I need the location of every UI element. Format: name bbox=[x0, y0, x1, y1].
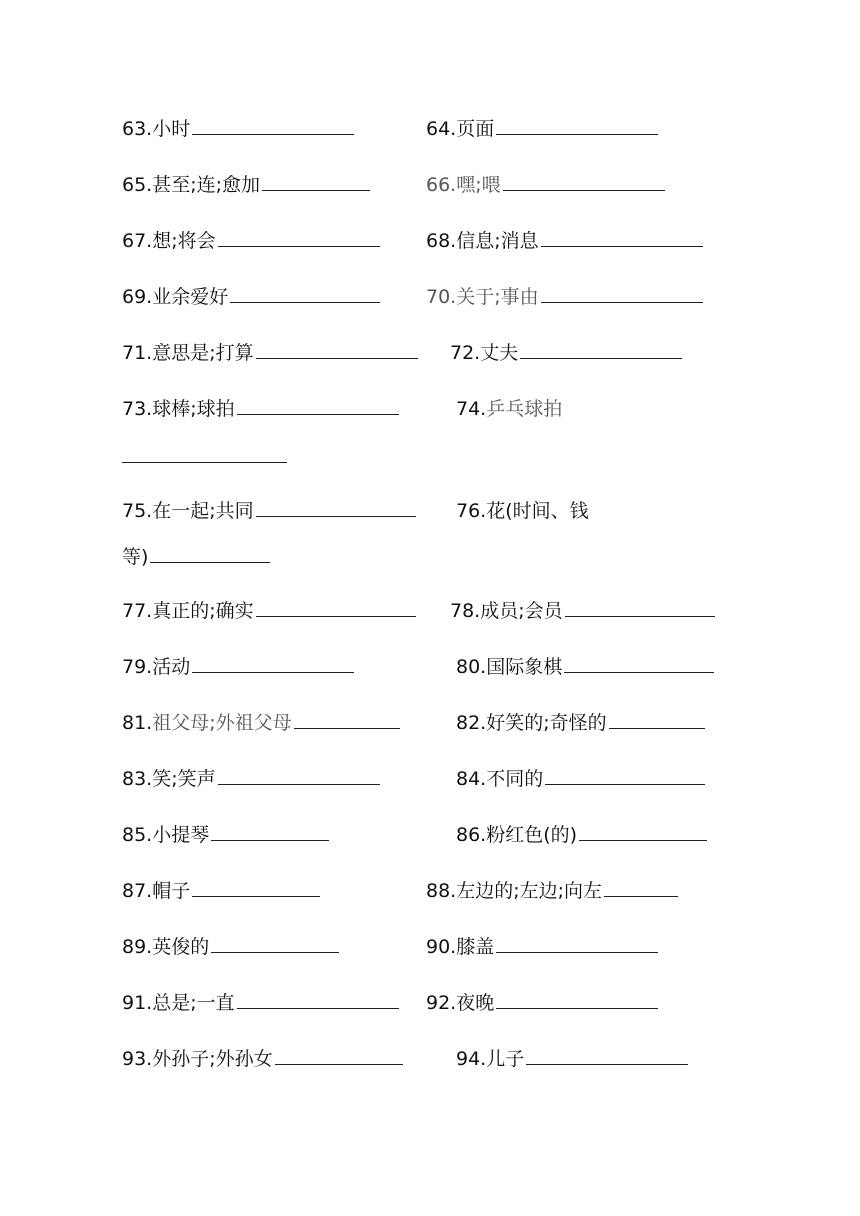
vocab-item-74 bbox=[456, 396, 562, 422]
item-number: 65. bbox=[122, 174, 153, 196]
answer-blank[interactable] bbox=[275, 1063, 403, 1065]
item-text: 粉红色(的) bbox=[486, 824, 578, 846]
vocab-item-72 bbox=[450, 340, 682, 366]
vocab-item-76-cont bbox=[122, 544, 270, 570]
item-text: 外孙子;外孙女 bbox=[152, 1048, 273, 1070]
item-number: 81. bbox=[122, 712, 153, 734]
item-number: 76. bbox=[456, 500, 487, 522]
item-number: 80. bbox=[456, 656, 487, 678]
item-number: 74. bbox=[456, 398, 487, 420]
answer-blank[interactable] bbox=[218, 245, 380, 247]
item-text: 好笑的;奇怪的 bbox=[486, 712, 607, 734]
item-text: 小时 bbox=[152, 118, 191, 140]
item-number: 68. bbox=[426, 230, 457, 252]
vocab-item-86 bbox=[456, 822, 707, 848]
item-number: 66. bbox=[426, 174, 457, 196]
answer-blank[interactable] bbox=[609, 727, 705, 729]
item-number: 64. bbox=[426, 118, 457, 140]
item-text: 小提琴 bbox=[152, 824, 210, 846]
item-number: 87. bbox=[122, 880, 153, 902]
answer-blank[interactable] bbox=[256, 515, 416, 517]
item-text: 祖父母;外祖父母 bbox=[152, 712, 292, 734]
answer-blank[interactable] bbox=[496, 133, 658, 135]
vocab-item-75 bbox=[122, 498, 416, 524]
answer-blank[interactable] bbox=[192, 895, 320, 897]
item-number: 69. bbox=[122, 286, 153, 308]
item-text: 国际象棋 bbox=[486, 656, 563, 678]
answer-blank[interactable] bbox=[526, 1063, 688, 1065]
item-text: 关于;事由 bbox=[456, 286, 539, 308]
item-text: 成员;会员 bbox=[480, 600, 563, 622]
item-number: 84. bbox=[456, 768, 487, 790]
item-text: 球棒;球拍 bbox=[152, 398, 235, 420]
vocab-item-73 bbox=[122, 396, 399, 422]
item-number: 70. bbox=[426, 286, 457, 308]
item-text: 业余爱好 bbox=[152, 286, 229, 308]
answer-blank[interactable] bbox=[192, 671, 354, 673]
vocab-item-70 bbox=[426, 284, 703, 310]
vocab-item-87 bbox=[122, 878, 320, 904]
answer-blank[interactable] bbox=[496, 1007, 658, 1009]
item-number: 86. bbox=[456, 824, 487, 846]
vocab-item-69 bbox=[122, 284, 380, 310]
item-number: 78. bbox=[450, 600, 481, 622]
vocab-item-68 bbox=[426, 228, 703, 254]
item-text: 儿子 bbox=[486, 1048, 525, 1070]
item-number: 93. bbox=[122, 1048, 153, 1070]
vocab-item-88 bbox=[426, 878, 678, 904]
item-text: 左边的;左边;向左 bbox=[456, 880, 603, 902]
item-number: 85. bbox=[122, 824, 153, 846]
vocab-item-67 bbox=[122, 228, 380, 254]
answer-blank[interactable] bbox=[541, 245, 703, 247]
answer-blank[interactable] bbox=[237, 413, 399, 415]
answer-blank[interactable] bbox=[565, 615, 715, 617]
answer-blank[interactable] bbox=[579, 839, 707, 841]
item-text: 夜晚 bbox=[456, 992, 495, 1014]
item-number: 67. bbox=[122, 230, 153, 252]
item-text: 甚至;连;愈加 bbox=[152, 174, 261, 196]
answer-blank[interactable] bbox=[262, 189, 370, 191]
item-text: 不同的 bbox=[486, 768, 544, 790]
answer-blank[interactable] bbox=[604, 895, 678, 897]
item-text: 乒乓球拍 bbox=[486, 398, 563, 420]
answer-blank[interactable] bbox=[256, 357, 418, 359]
item-number: 94. bbox=[456, 1048, 487, 1070]
vocab-item-79 bbox=[122, 654, 354, 680]
answer-blank[interactable] bbox=[503, 189, 665, 191]
item-number: 91. bbox=[122, 992, 153, 1014]
answer-blank[interactable] bbox=[541, 301, 703, 303]
answer-blank[interactable] bbox=[256, 615, 416, 617]
vocab-item-66 bbox=[426, 172, 665, 198]
item-text-cont: 等) bbox=[122, 546, 149, 568]
item-number: 75. bbox=[122, 500, 153, 522]
answer-blank[interactable] bbox=[218, 783, 380, 785]
vocab-item-82 bbox=[456, 710, 705, 736]
vocab-item-64 bbox=[426, 116, 658, 142]
vocab-item-76 bbox=[456, 498, 589, 524]
item-number: 73. bbox=[122, 398, 153, 420]
item-number: 72. bbox=[450, 342, 481, 364]
vocab-item-71 bbox=[122, 340, 418, 366]
answer-blank-74[interactable] bbox=[122, 462, 287, 463]
vocab-item-93 bbox=[122, 1046, 403, 1072]
item-number: 88. bbox=[426, 880, 457, 902]
item-text: 英俊的 bbox=[152, 936, 210, 958]
item-text: 信息;消息 bbox=[456, 230, 539, 252]
answer-blank[interactable] bbox=[496, 951, 658, 953]
answer-blank[interactable] bbox=[211, 951, 339, 953]
vocab-item-92 bbox=[426, 990, 658, 1016]
item-number: 77. bbox=[122, 600, 153, 622]
item-number: 92. bbox=[426, 992, 457, 1014]
item-text: 页面 bbox=[456, 118, 495, 140]
vocab-item-80 bbox=[456, 654, 714, 680]
item-number: 90. bbox=[426, 936, 457, 958]
vocab-item-94 bbox=[456, 1046, 688, 1072]
item-number: 89. bbox=[122, 936, 153, 958]
item-number: 83. bbox=[122, 768, 153, 790]
item-number: 82. bbox=[456, 712, 487, 734]
item-text: 花(时间、钱 bbox=[486, 500, 589, 522]
item-text: 帽子 bbox=[152, 880, 191, 902]
answer-blank[interactable] bbox=[211, 839, 329, 841]
item-text: 总是;一直 bbox=[152, 992, 235, 1014]
item-text: 在一起;共同 bbox=[152, 500, 254, 522]
answer-blank[interactable] bbox=[237, 1007, 399, 1009]
item-text: 笑;笑声 bbox=[152, 768, 216, 790]
item-text: 膝盖 bbox=[456, 936, 495, 958]
vocab-item-90 bbox=[426, 934, 658, 960]
vocab-item-65 bbox=[122, 172, 370, 198]
item-text: 嘿;喂 bbox=[456, 174, 501, 196]
item-text: 意思是;打算 bbox=[152, 342, 254, 364]
answer-blank[interactable] bbox=[150, 561, 270, 563]
vocab-item-78 bbox=[450, 598, 715, 624]
vocab-item-84 bbox=[456, 766, 705, 792]
item-number: 79. bbox=[122, 656, 153, 678]
vocab-item-83 bbox=[122, 766, 380, 792]
item-number: 63. bbox=[122, 118, 153, 140]
vocab-item-77 bbox=[122, 598, 416, 624]
vocab-item-89 bbox=[122, 934, 339, 960]
answer-blank[interactable] bbox=[520, 357, 682, 359]
answer-blank[interactable] bbox=[294, 727, 400, 729]
item-text: 丈夫 bbox=[480, 342, 519, 364]
answer-blank[interactable] bbox=[564, 671, 714, 673]
vocab-item-81 bbox=[122, 710, 400, 736]
item-text: 活动 bbox=[152, 656, 191, 678]
answer-blank[interactable] bbox=[545, 783, 705, 785]
item-text: 真正的;确实 bbox=[152, 600, 254, 622]
answer-blank[interactable] bbox=[192, 133, 354, 135]
vocab-item-91 bbox=[122, 990, 399, 1016]
vocab-item-85 bbox=[122, 822, 329, 848]
answer-blank[interactable] bbox=[230, 301, 380, 303]
item-text: 想;将会 bbox=[152, 230, 216, 252]
item-number: 71. bbox=[122, 342, 153, 364]
vocab-item-63 bbox=[122, 116, 354, 142]
